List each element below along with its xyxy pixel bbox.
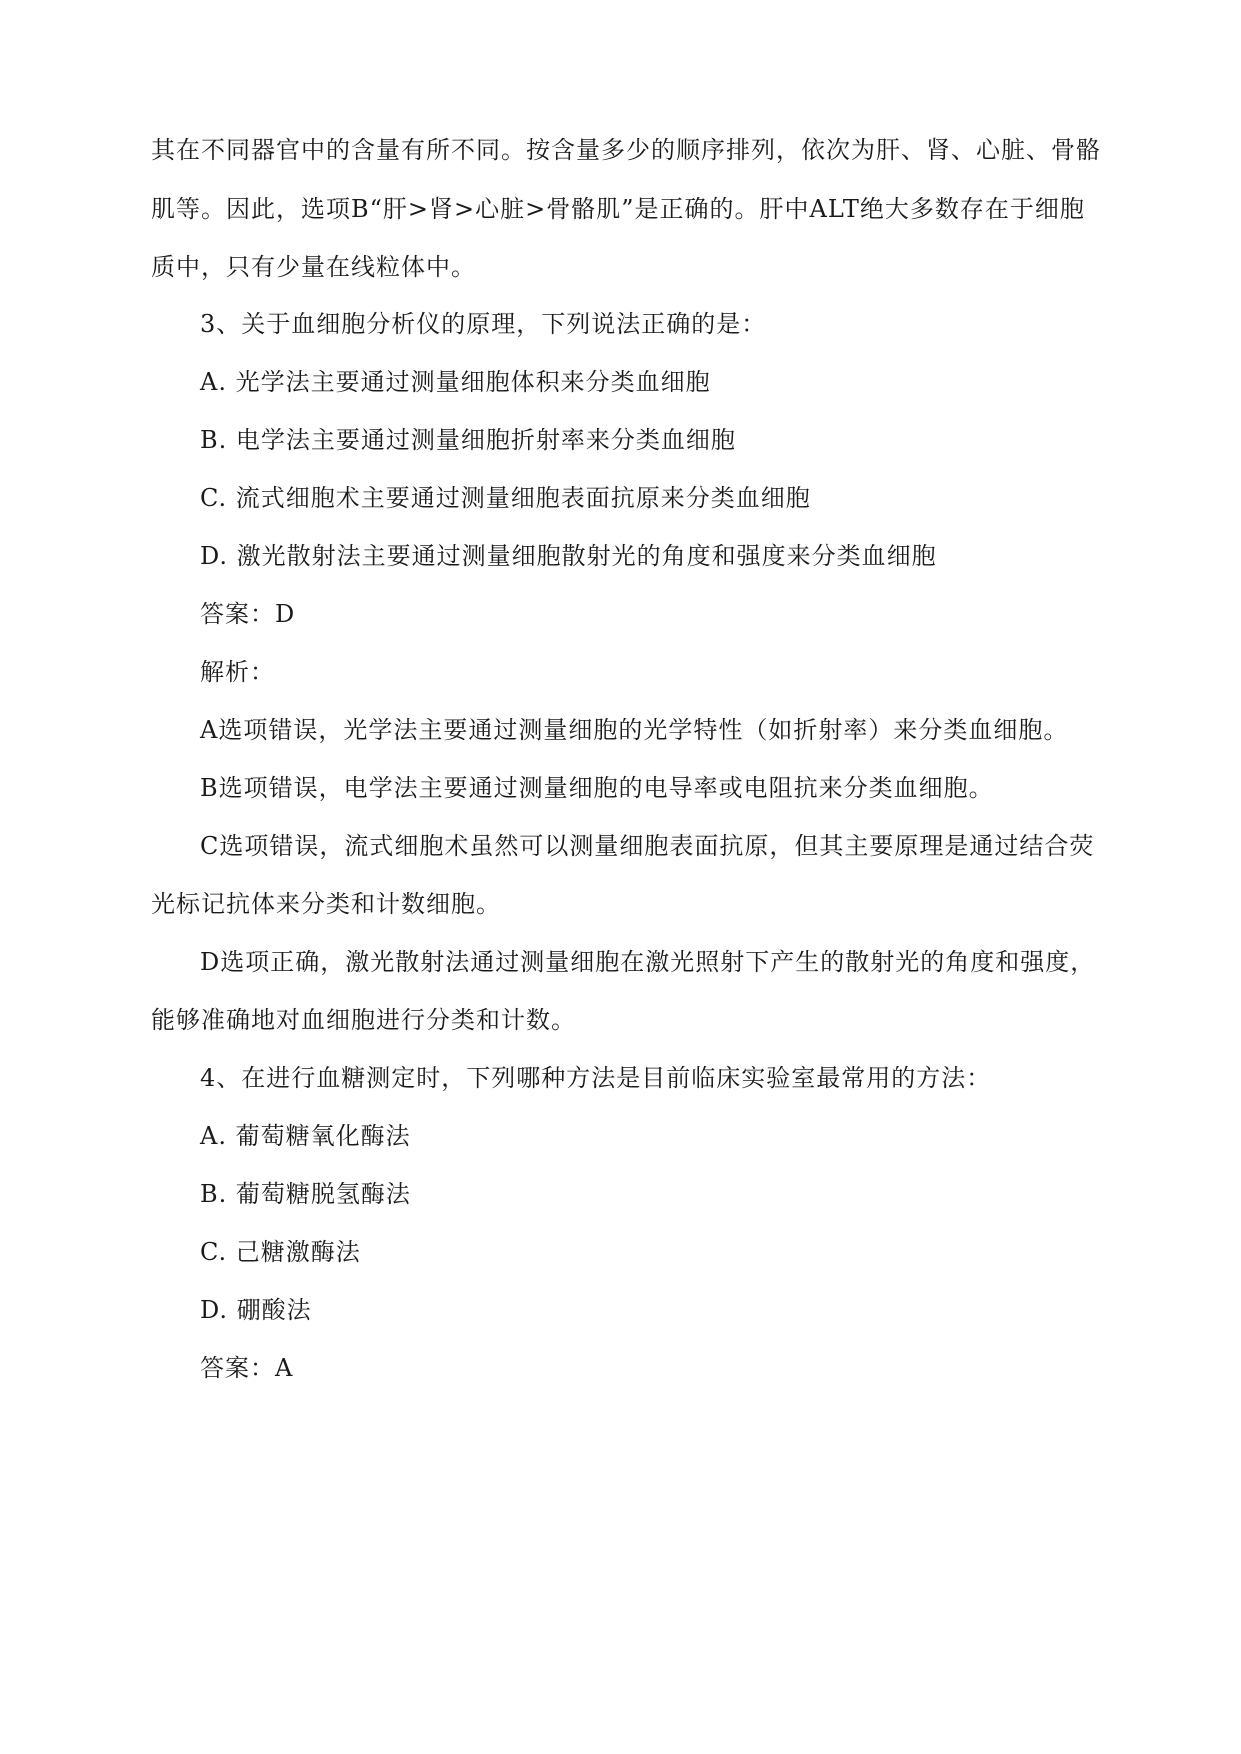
- q4-answer: 答案：A: [200, 1354, 294, 1382]
- intro-line-1: 其在不同器官中的含量有所不同。按含量多少的顺序排列，依次为肝、肾、心脏、骨骼: [151, 136, 1101, 164]
- q3-option-d: D. 激光散射法主要通过测量细胞散射光的角度和强度来分类血细胞: [200, 542, 937, 570]
- q3-analysis-d-line-2: 能够准确地对血细胞进行分类和计数。: [151, 1006, 576, 1034]
- q3-option-c: C. 流式细胞术主要通过测量细胞表面抗原来分类血细胞: [200, 484, 811, 512]
- q3-analysis-c-line-2: 光标记抗体来分类和计数细胞。: [151, 890, 501, 918]
- q4-option-a: A. 葡萄糖氧化酶法: [200, 1122, 411, 1150]
- q4-option-b: B. 葡萄糖脱氢酶法: [200, 1180, 411, 1208]
- intro-line-2: 肌等。因此，选项B“肝>肾>心脏>骨骼肌”是正确的。肝中ALT绝大多数存在于细胞: [151, 195, 1085, 223]
- q3-question: 3、关于血细胞分析仪的原理，下列说法正确的是：: [200, 310, 767, 338]
- q4-option-d: D. 硼酸法: [200, 1296, 312, 1324]
- intro-line-3: 质中，只有少量在线粒体中。: [151, 253, 476, 281]
- q3-analysis-d-line-1: D选项正确，激光散射法通过测量细胞在激光照射下产生的散射光的角度和强度，: [200, 948, 1096, 976]
- q4-option-c: C. 己糖激酶法: [200, 1238, 361, 1266]
- q3-option-b: B. 电学法主要通过测量细胞折射率来分类血细胞: [200, 426, 736, 454]
- q3-analysis-c-line-1: C选项错误，流式细胞术虽然可以测量细胞表面抗原，但其主要原理是通过结合荧: [200, 832, 1095, 860]
- q4-question: 4、在进行血糖测定时，下列哪种方法是目前临床实验室最常用的方法：: [200, 1064, 992, 1092]
- q3-analysis-label: 解析：: [200, 658, 275, 686]
- q3-answer: 答案：D: [200, 600, 296, 628]
- q3-analysis-b: B选项错误，电学法主要通过测量细胞的电导率或电阻抗来分类血细胞。: [200, 774, 994, 802]
- q3-analysis-a: A选项错误，光学法主要通过测量细胞的光学特性（如折射率）来分类血细胞。: [200, 716, 1069, 744]
- q3-option-a: A. 光学法主要通过测量细胞体积来分类血细胞: [200, 368, 711, 396]
